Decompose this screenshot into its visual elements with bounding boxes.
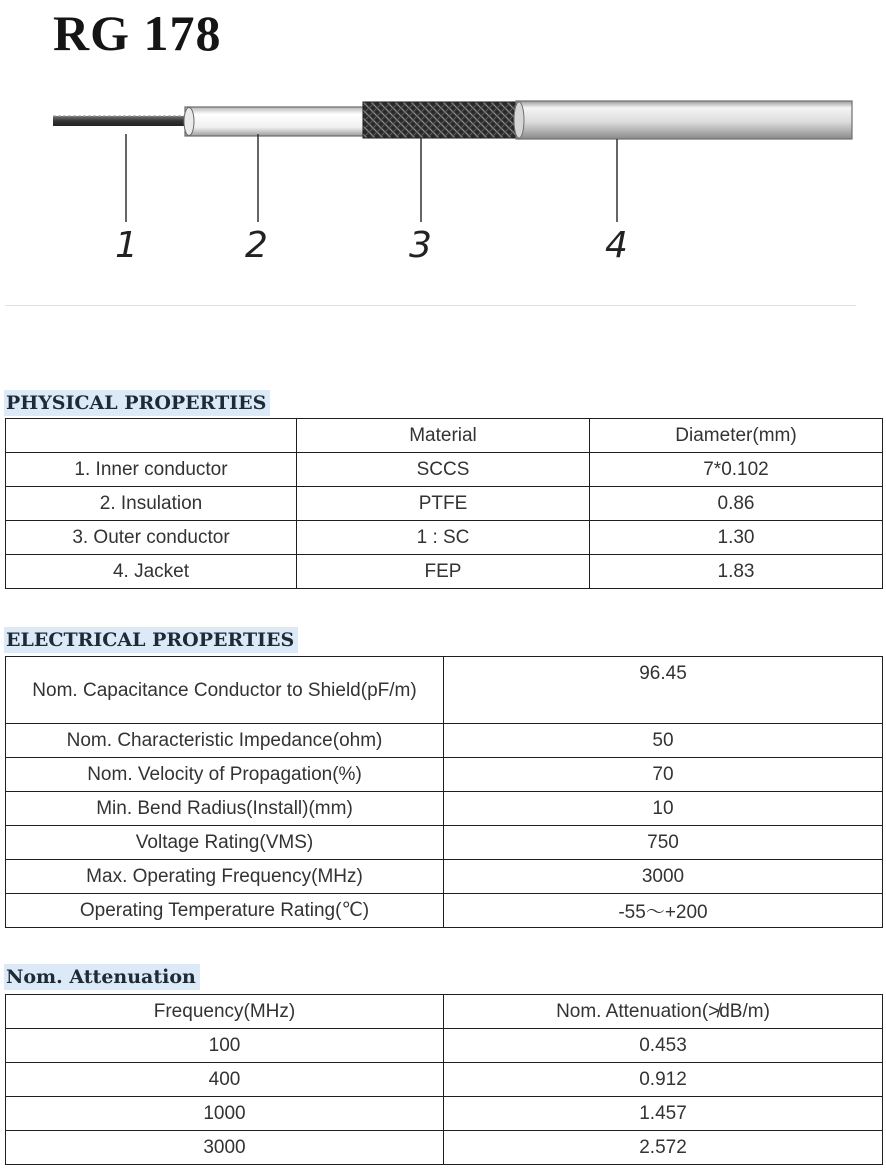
property-name: Nom. Characteristic Impedance(ohm) [6, 724, 444, 758]
attenuation-value: 0.912 [444, 1063, 883, 1097]
frequency-value: 1000 [6, 1097, 444, 1131]
diameter-value: 1.83 [590, 555, 883, 589]
component-label-4: 4 [605, 225, 628, 266]
property-value: 96.45 [444, 657, 883, 724]
table-row [6, 826, 883, 860]
property-value: -55～+200 [444, 894, 883, 928]
attenuation-table [5, 994, 883, 1165]
table-row [6, 894, 883, 928]
header-cell: Material [297, 419, 590, 453]
property-name: Nom. Capacitance Conductor to Shield(pF/m) [6, 657, 444, 724]
page-title: RG 178 [53, 5, 222, 61]
material-value: SCCS [297, 453, 590, 487]
attenuation-value: 2.572 [444, 1131, 883, 1165]
component-name: 3. Outer conductor [6, 521, 297, 555]
header-cell: Diameter(mm) [590, 419, 883, 453]
physical-properties-heading: PHYSICAL PROPERTIES [4, 390, 270, 416]
table-header-row [6, 995, 883, 1029]
table-row [6, 792, 883, 826]
table-row [6, 860, 883, 894]
outer-conductor [363, 102, 519, 138]
component-label-2: 2 [245, 225, 268, 266]
table-row [6, 1131, 883, 1165]
header-cell: Nom. Attenuation(≯dB/m) [444, 995, 883, 1029]
property-value: 10 [444, 792, 883, 826]
table-row [6, 1097, 883, 1131]
material-value: PTFE [297, 487, 590, 521]
property-name: Operating Temperature Rating(℃) [6, 894, 444, 928]
table-row [6, 758, 883, 792]
component-label-1: 1 [115, 225, 138, 266]
material-value: FEP [297, 555, 590, 589]
component-name: 4. Jacket [6, 555, 297, 589]
table-row [6, 657, 883, 724]
electrical-properties-heading: ELECTRICAL PROPERTIES [4, 627, 298, 653]
property-name: Voltage Rating(VMS) [6, 826, 444, 860]
property-name: Max. Operating Frequency(MHz) [6, 860, 444, 894]
frequency-value: 3000 [6, 1131, 444, 1165]
table-row [6, 1029, 883, 1063]
attenuation-value: 0.453 [444, 1029, 883, 1063]
component-name: 1. Inner conductor [6, 453, 297, 487]
insulation [184, 107, 367, 136]
frequency-value: 400 [6, 1063, 444, 1097]
material-value: 1 : SC [297, 521, 590, 555]
property-value: 3000 [444, 860, 883, 894]
table-row [6, 453, 883, 487]
table-row [6, 555, 883, 589]
header-cell: Frequency(MHz) [6, 995, 444, 1029]
header-cell [6, 419, 297, 453]
cable-diagram [5, 0, 856, 306]
property-value: 70 [444, 758, 883, 792]
component-name: 2. Insulation [6, 487, 297, 521]
diameter-value: 0.86 [590, 487, 883, 521]
diameter-value: 7*0.102 [590, 453, 883, 487]
table-row [6, 521, 883, 555]
frequency-value: 100 [6, 1029, 444, 1063]
table-row [6, 724, 883, 758]
attenuation-heading: Nom. Attenuation [4, 964, 200, 990]
property-name: Min. Bend Radius(Install)(mm) [6, 792, 444, 826]
component-label-3: 3 [409, 225, 432, 266]
diameter-value: 1.30 [590, 521, 883, 555]
property-name: Nom. Velocity of Propagation(%) [6, 758, 444, 792]
property-value: 50 [444, 724, 883, 758]
property-value: 750 [444, 826, 883, 860]
attenuation-value: 1.457 [444, 1097, 883, 1131]
physical-properties-table [5, 418, 883, 589]
table-header-row [6, 419, 883, 453]
inner-conductor [53, 116, 189, 126]
table-row [6, 487, 883, 521]
electrical-properties-table [5, 656, 883, 928]
table-row [6, 1063, 883, 1097]
jacket [514, 101, 852, 139]
